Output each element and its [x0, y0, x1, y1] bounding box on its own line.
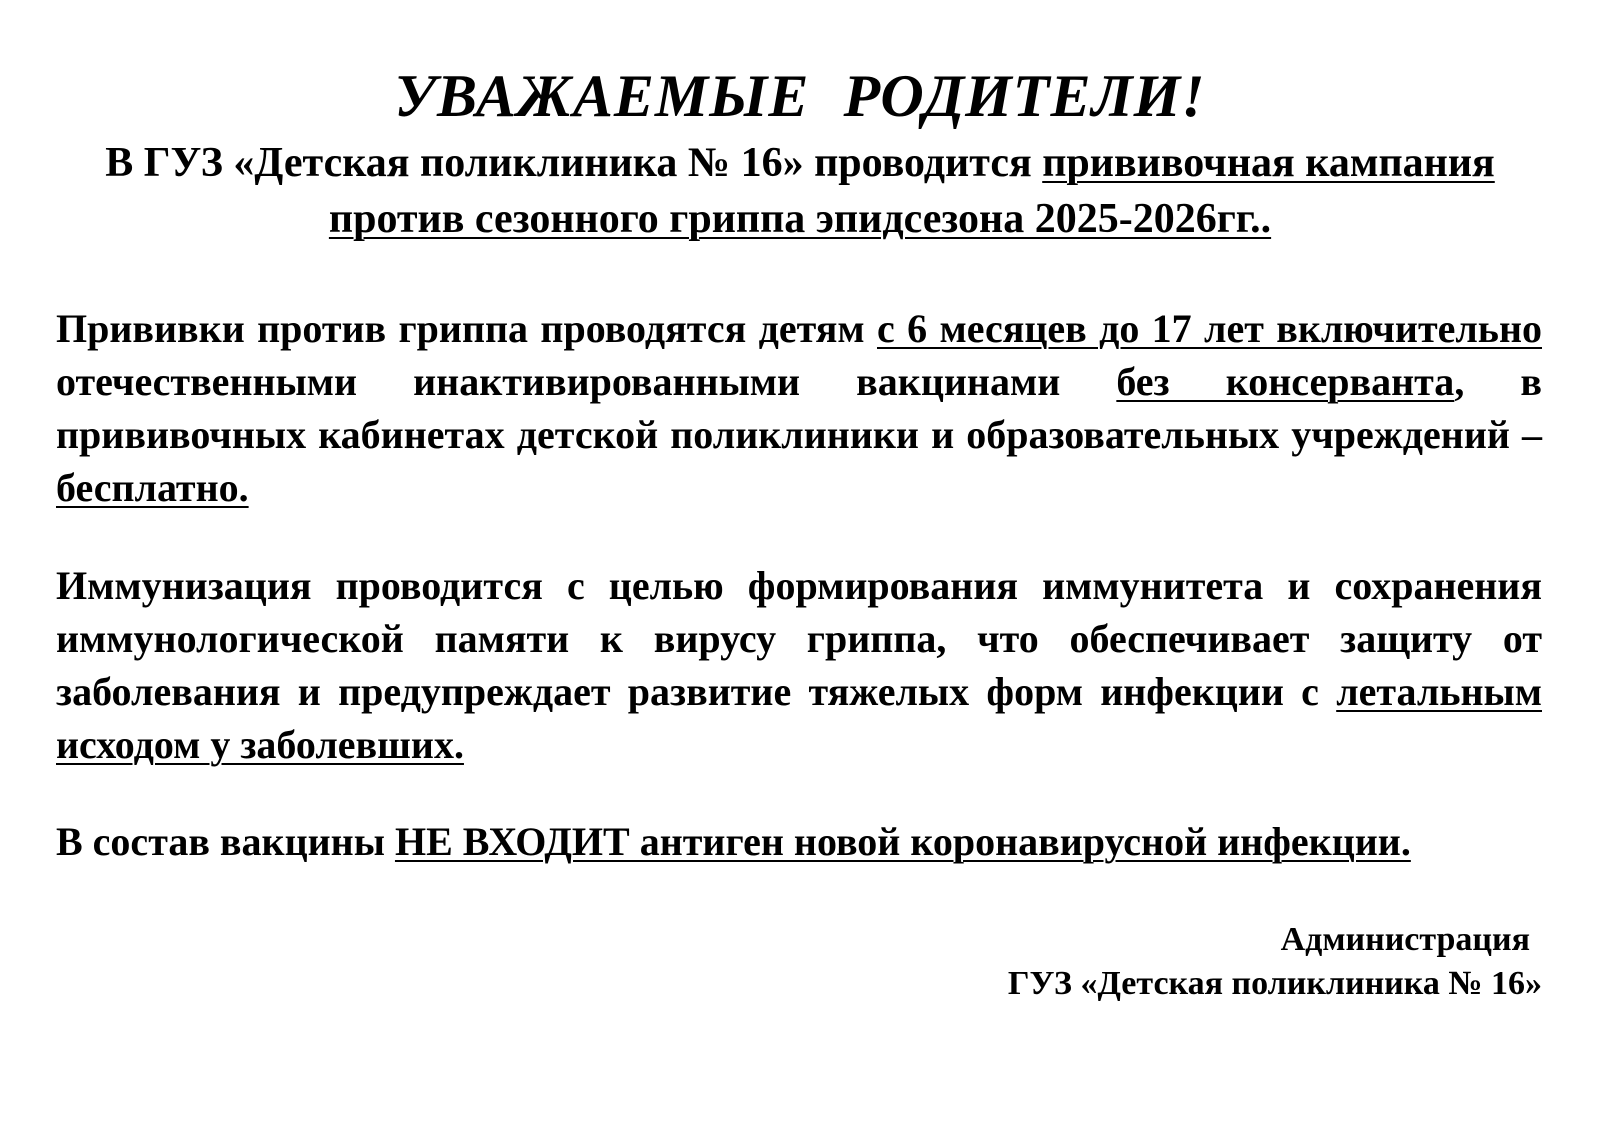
paragraph2-text-1: Иммунизация проводится с целью формирования иммунитета и сохранения иммунологической памяти к вирусу гриппа, что обеспечивает защиту от заболевания и предупреждает развитие тяжелых форм инфекции с	[56, 563, 1542, 714]
paragraph1-free: бесплатно.	[56, 465, 249, 510]
paragraph-vaccination-info	[56, 302, 1542, 514]
paragraph2-lethal-outcome: летальным исходом у заболевших.	[56, 669, 1542, 767]
notice-title: УВАЖАЕМЫЕ РОДИТЕЛИ!	[394, 63, 1206, 129]
paragraph1-no-preservative: без консерванта	[1116, 359, 1455, 404]
paragraph3-text-1: В состав вакцины	[56, 819, 395, 864]
paragraph-vaccine-composition	[56, 815, 1542, 868]
signature-block	[742, 918, 1542, 1006]
paragraph-immunization-purpose	[56, 559, 1542, 771]
notice-subtitle	[60, 135, 1540, 247]
paragraph1-text-1: Прививки против гриппа проводятся детям	[56, 306, 877, 351]
subtitle-underlined-text: прививочная кампания против сезонного гриппа эпидсезона 2025-2026гг..	[328, 140, 1495, 242]
subtitle-text: В ГУЗ «Детская поликлиника № 16» проводится	[105, 140, 1043, 186]
paragraph1-text-2: отечественными инактивированными вакцинами	[56, 359, 1117, 404]
paragraph1-age-range: с 6 месяцев до 17 лет включительно	[877, 306, 1542, 351]
paragraph3-no-covid-antigen: НЕ ВХОДИТ антиген новой коронавирусной инфекции.	[394, 819, 1411, 864]
signature-clinic-name: ГУЗ «Детская поликлиника № 16»	[1007, 965, 1542, 1002]
paragraph1-text-3: , в прививочных кабинетах детской поликлиники и образовательных учреждений –	[56, 359, 1542, 457]
signature-administration: Администрация	[1280, 921, 1530, 958]
